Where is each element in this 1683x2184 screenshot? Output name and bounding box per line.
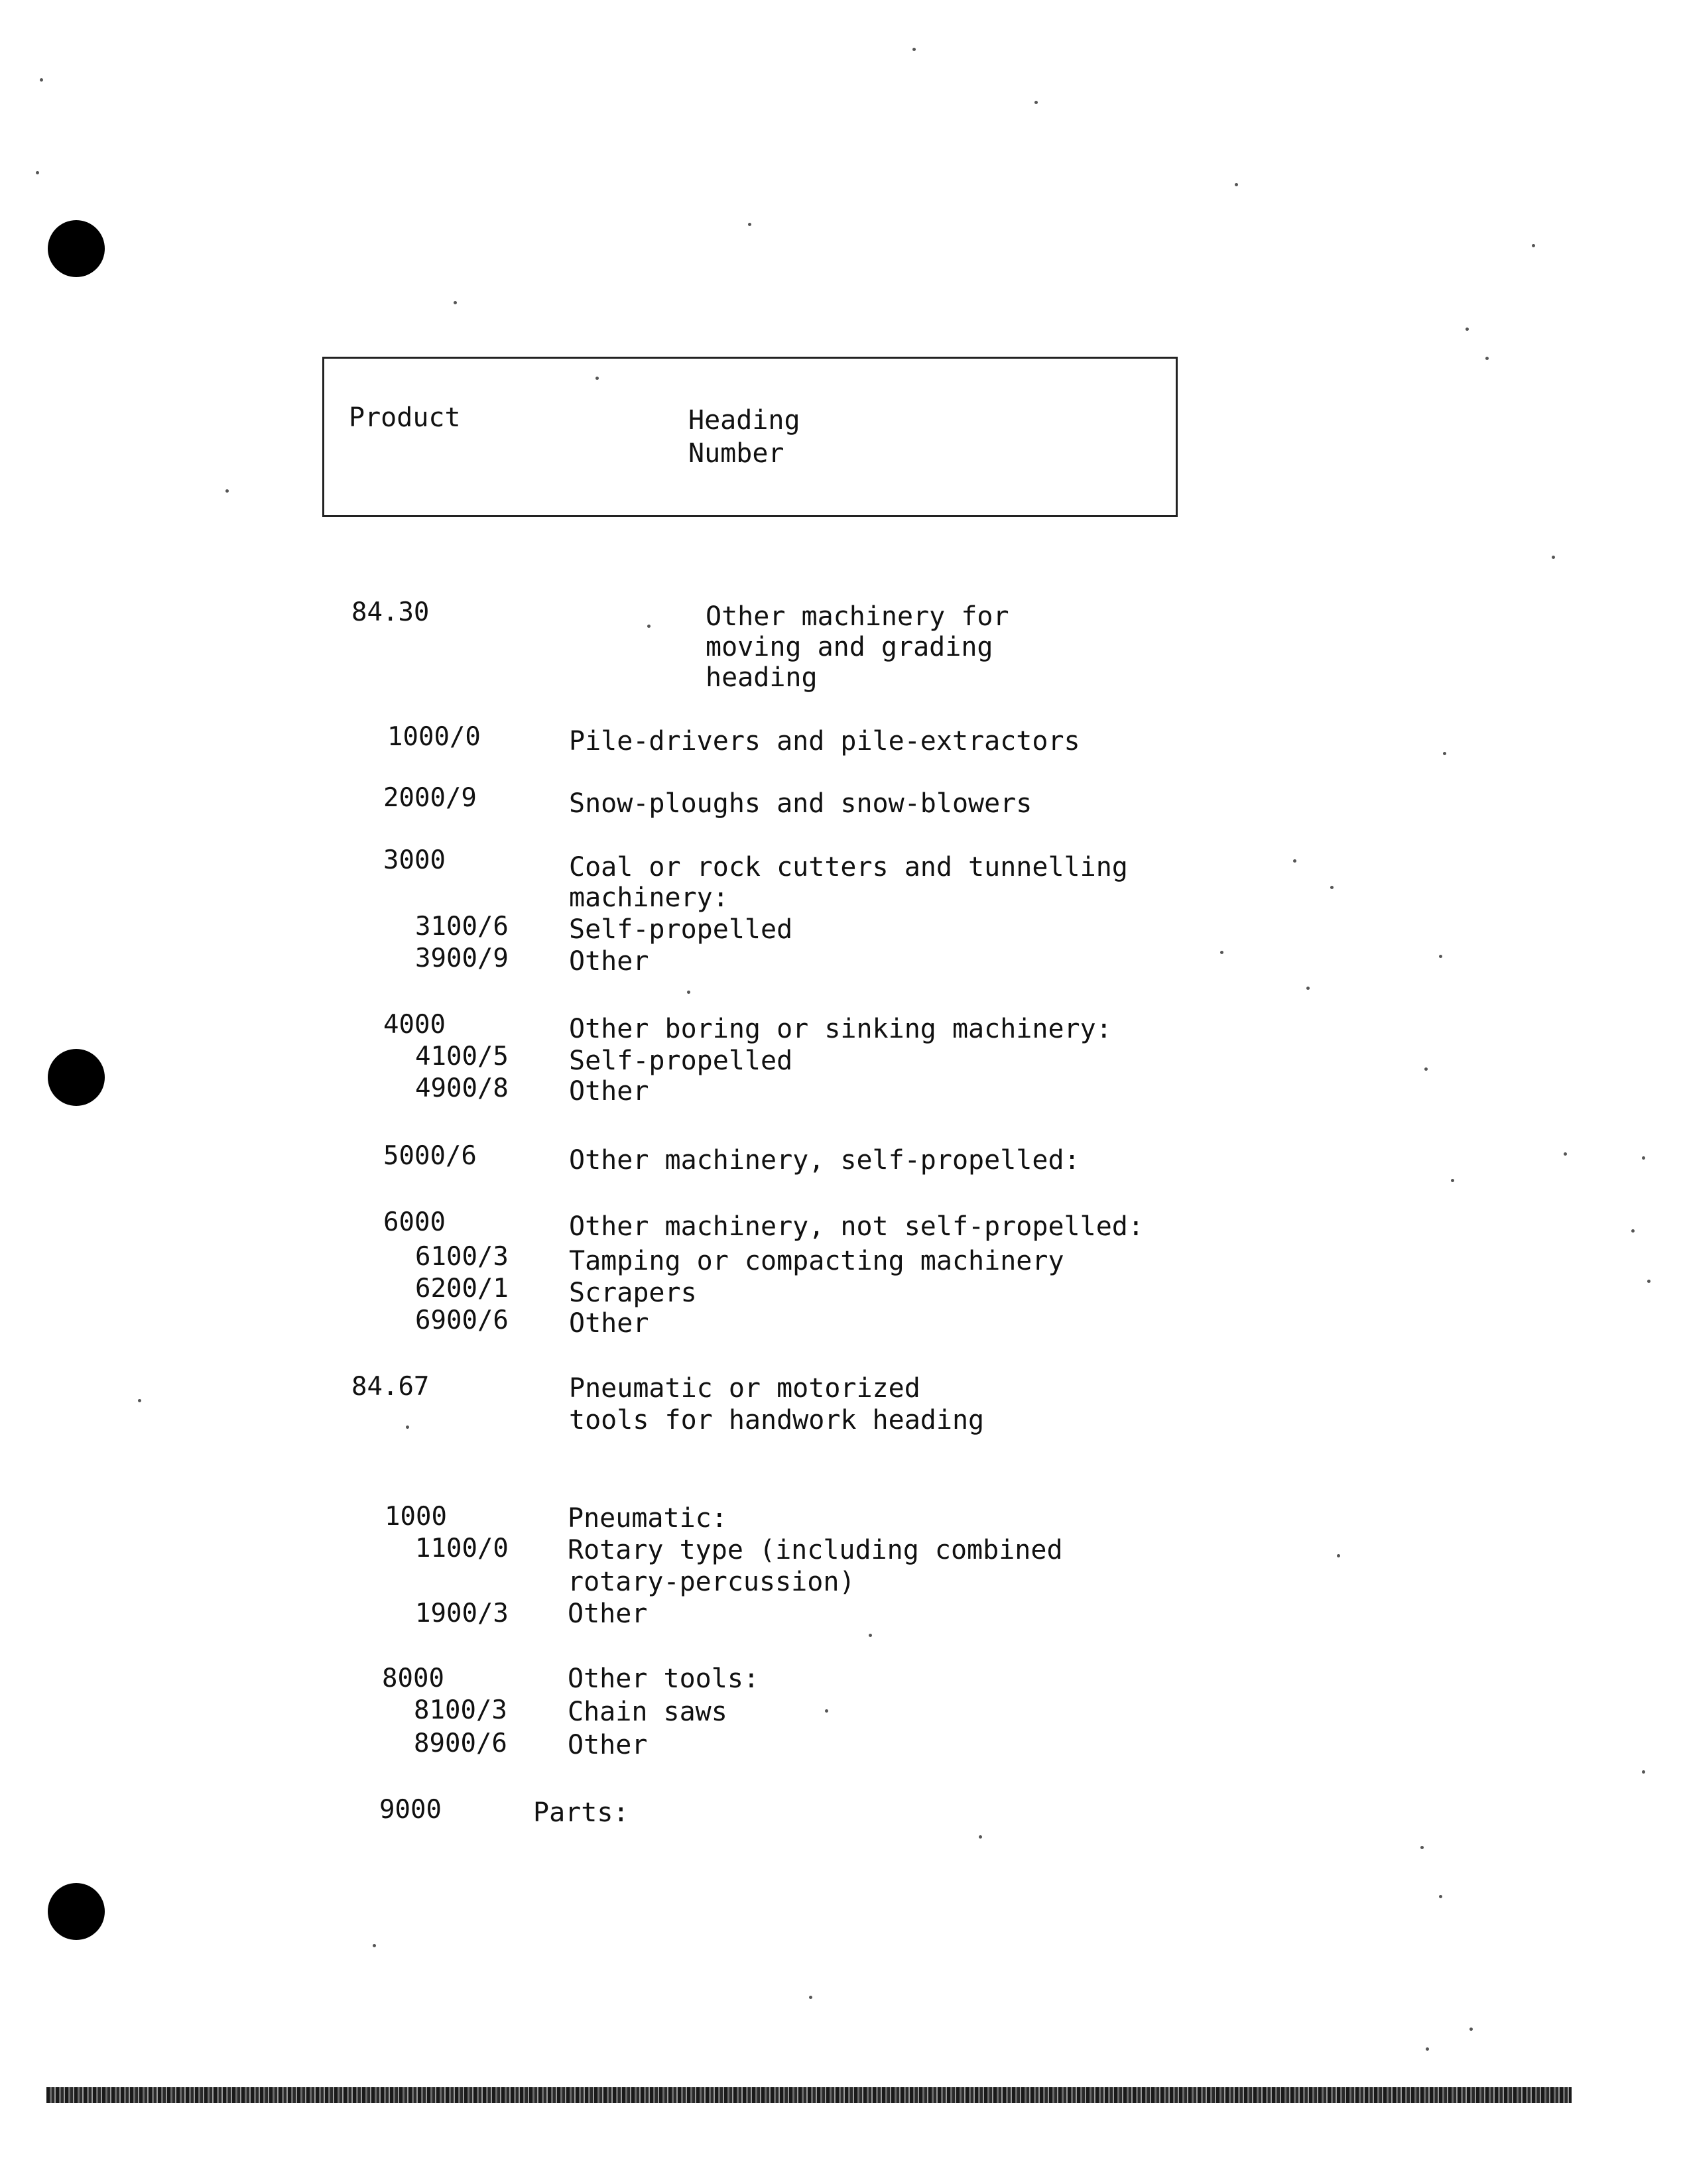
subheading-description: Other: [569, 1308, 649, 1339]
subheading-description: Snow-ploughs and snow-blowers: [569, 788, 1032, 819]
subheading-description: Other machinery, self-propelled:: [569, 1145, 1080, 1176]
section-code: 84.67: [351, 1372, 430, 1402]
subheading-code: 4100/5: [415, 1042, 509, 1071]
subheading-code: 8100/3: [414, 1695, 507, 1725]
subheading-description: Other boring or sinking machinery:: [569, 1014, 1112, 1044]
subheading-description: Pile-drivers and pile-extractors: [569, 726, 1080, 757]
subheading-description: Parts:: [533, 1797, 629, 1828]
speck: [1439, 955, 1442, 958]
subheading-description: Rotary type (including combined: [568, 1535, 1063, 1565]
subheading-description: Other: [569, 1076, 649, 1107]
subheading-code: 1900/3: [415, 1599, 509, 1628]
subheading-code: 1000: [385, 1502, 447, 1532]
subheading-description: Chain saws: [568, 1697, 727, 1727]
speck: [1469, 2028, 1473, 2031]
subheading-description: machinery:: [569, 882, 729, 913]
speck: [454, 301, 457, 304]
speck: [1564, 1152, 1567, 1156]
subheading-code: 5000/6: [383, 1141, 477, 1171]
speck: [1451, 1179, 1454, 1182]
subheading-code: 3100/6: [415, 912, 509, 941]
subheading-description: Other: [569, 946, 649, 977]
subheading-code: 8000: [382, 1664, 444, 1693]
section-description: Pneumatic or motorized: [569, 1373, 920, 1404]
punch-hole-top: [48, 220, 105, 277]
subheading-description: Scrapers: [569, 1278, 697, 1308]
speck: [40, 78, 43, 82]
speck: [979, 1835, 982, 1839]
subheading-description: Other machinery, not self-propelled:: [569, 1211, 1144, 1242]
subheading-code: 6200/1: [415, 1274, 509, 1304]
subheading-description: Other: [568, 1730, 648, 1760]
speck: [1235, 183, 1238, 186]
subheading-description: Other tools:: [568, 1664, 759, 1694]
subheading-description: Coal or rock cutters and tunnelling: [569, 852, 1128, 882]
subheading-code: 4900/8: [415, 1073, 509, 1103]
subheading-code: 3000: [383, 845, 446, 875]
speck: [36, 171, 39, 174]
speck: [647, 625, 651, 628]
section-description: tools for handwork heading: [569, 1405, 985, 1435]
speck: [912, 48, 916, 51]
speck: [825, 1709, 828, 1713]
subheading-code: 6100/3: [415, 1242, 509, 1272]
speck: [1424, 1067, 1428, 1071]
subheading-code: 2000/9: [383, 783, 477, 813]
subheading-description: Other: [568, 1599, 648, 1629]
speck: [1330, 886, 1334, 889]
speck: [1293, 859, 1296, 863]
speck: [1647, 1280, 1651, 1283]
section-description: moving and grading: [706, 632, 993, 662]
section-description: Other machinery for: [706, 601, 1009, 632]
subheading-code: 6000: [383, 1207, 446, 1237]
subheading-description: rotary-percussion): [568, 1567, 855, 1597]
subheading-code: 8900/6: [414, 1729, 507, 1758]
speck: [1220, 951, 1223, 954]
speck: [1642, 1156, 1645, 1160]
subheading-description: Self-propelled: [569, 914, 793, 945]
speck: [1443, 752, 1446, 755]
subheading-description: Tamping or compacting machinery: [569, 1246, 1064, 1276]
speck: [1439, 1895, 1442, 1898]
header-product-label: Product: [349, 402, 461, 433]
speck: [1034, 101, 1038, 104]
subheading-code: 1100/0: [415, 1534, 509, 1563]
speck: [1642, 1770, 1645, 1774]
speck: [1420, 1846, 1424, 1849]
header-heading-label: Heading: [688, 405, 800, 436]
punch-hole-bottom: [48, 1883, 105, 1940]
speck: [406, 1426, 409, 1429]
speck: [373, 1944, 376, 1947]
speck: [1532, 244, 1535, 247]
speck: [1465, 328, 1469, 331]
header-number-label: Number: [688, 438, 784, 469]
speck: [1552, 556, 1555, 559]
speck: [687, 991, 690, 994]
section-code: 84.30: [351, 597, 430, 627]
speck: [225, 489, 229, 493]
speck: [1337, 1554, 1340, 1557]
speck: [748, 223, 751, 226]
punch-hole-middle: [48, 1049, 105, 1106]
speck: [1485, 357, 1489, 360]
subheading-code: 9000: [379, 1795, 442, 1825]
column-header-box: [322, 357, 1178, 517]
speck: [869, 1634, 872, 1637]
subheading-code: 1000/0: [387, 722, 481, 752]
section-description: heading: [706, 662, 818, 693]
scan-edge-bar: [46, 2087, 1572, 2103]
speck: [1631, 1229, 1635, 1233]
subheading-code: 3900/9: [415, 943, 509, 973]
speck: [809, 1996, 812, 1999]
subheading-description: Pneumatic:: [568, 1503, 727, 1534]
subheading-code: 6900/6: [415, 1305, 509, 1335]
subheading-description: Self-propelled: [569, 1046, 793, 1076]
speck: [1306, 987, 1310, 990]
speck: [138, 1399, 141, 1402]
subheading-code: 4000: [383, 1010, 446, 1040]
speck: [1426, 2047, 1429, 2051]
